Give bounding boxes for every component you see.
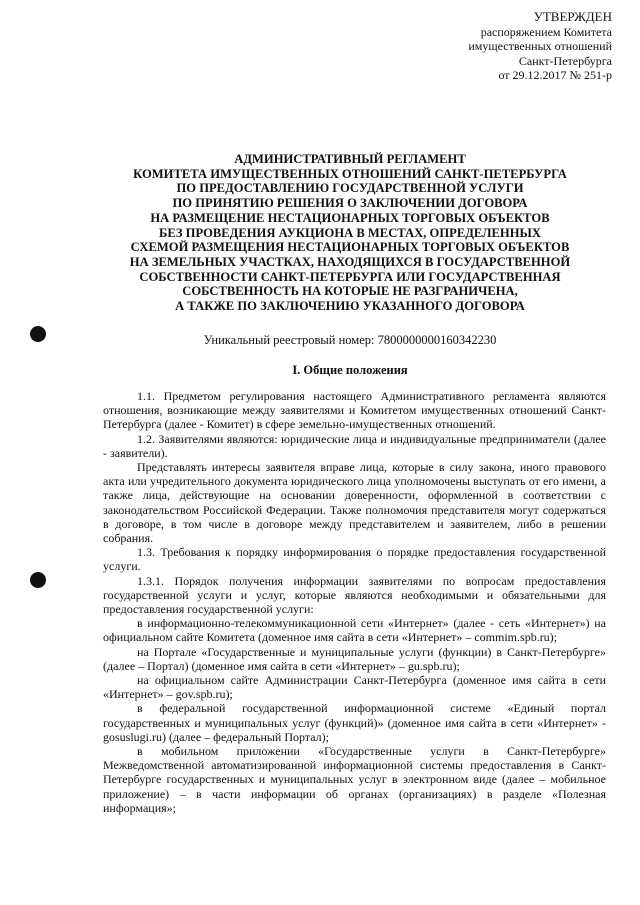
title-line: БЕЗ ПРОВЕДЕНИЯ АУКЦИОНА В МЕСТАХ, ОПРЕДЕЛЕННЫХ [159, 225, 541, 240]
approval-heading: УТВЕРЖДЕН [533, 9, 612, 24]
paragraph: 1.1. Предметом регулирования настоящего Административного регламента являются отношения, возникающие между заявителями и Комитетом имущественных отношений Санкт-Петербурга (далее - Комитет) в сфере земельно-имущественных отношений. [103, 389, 606, 432]
approval-line-4: Санкт-Петербурга [518, 53, 612, 68]
paragraph: 1.2. Заявителями являются: юридические лица и индивидуальные предприниматели (далее - заявители). [103, 431, 606, 460]
paragraph: 1.3. Требования к порядку информирования о порядке предоставления государственной услуги. [103, 545, 606, 574]
approval-line-3: имущественных отношений [468, 39, 612, 53]
paragraph: в информационно-телекоммуникационной сети «Интернет» (далее - сеть «Интернет») на официальном сайте Комитета (доменное имя сайта в сети «Интернет» – commim.spb.ru); [103, 616, 606, 645]
document-title [70, 152, 630, 314]
punch-hole-lower [30, 572, 46, 588]
punch-hole-upper [30, 326, 46, 342]
approval-date: от 29.12.2017 № 251-р [498, 68, 612, 82]
title-line: ПО ПРИНЯТИЮ РЕШЕНИЯ О ЗАКЛЮЧЕНИИ ДОГОВОРА [172, 196, 528, 211]
paragraph: на Портале «Государственные и муниципальные услуги (функции) в Санкт-Петербурге» (далее – Портал) (доменное имя сайта в сети «Интернет» – gu.spb.ru); [103, 644, 606, 673]
paragraph: в федеральной государственной информационной системе «Единый портал государственных и муниципальных услуг (функций)» (доменное имя сайта в сети «Интернет» - gosuslugi.ru) (далее – федеральный Портал); [103, 701, 606, 744]
title-line: А ТАКЖЕ ПО ЗАКЛЮЧЕНИЮ УКАЗАННОГО ДОГОВОРА [175, 299, 525, 314]
approval-line-2: распоряжением Комитета [480, 24, 612, 39]
title-line: СОБСТВЕННОСТИ САНКТ-ПЕТЕРБУРГА ИЛИ ГОСУДАРСТВЕННАЯ [139, 269, 561, 284]
title-line: КОМИТЕТА ИМУЩЕСТВЕННЫХ ОТНОШЕНИЙ САНКТ-ПЕТЕРБУРГА [133, 166, 567, 181]
paragraph: Представлять интересы заявителя вправе лица, которые в силу закона, иного правового акта или учредительного документа юридического лица уполномочены выступать от его имени, а также лица, действующие на основании доверенности, оформленной в соответствии с законодательством Российской Федерации. Также полномочия представителя могут содержаться в договоре, в том числе в договоре между представителем и заявителем, либо в решении собрания. [103, 460, 606, 546]
paragraph: на официальном сайте Администрации Санкт-Петербурга (доменное имя сайта в сети «Интернет» – gov.spb.ru); [103, 673, 606, 702]
title-line: НА ЗЕМЕЛЬНЫХ УЧАСТКАХ, НАХОДЯЩИХСЯ В ГОСУДАРСТВЕННОЙ [129, 254, 571, 269]
document-body [103, 389, 606, 815]
paragraph: в мобильном приложении «Государственные услуги в Санкт-Петербурге» Межведомственной автоматизированной информационной системы предоставления в Санкт-Петербурге государственных и муниципальных услуг в электронном виде (далее – мобильное приложение) – в части информации об органах (организациях) в разделе «Полезная информация»; [103, 744, 606, 815]
title-line: АДМИНИСТРАТИВНЫЙ РЕГЛАМЕНТ [234, 152, 466, 166]
paragraph: 1.3.1. Порядок получения информации заявителями по вопросам предоставления государственной услуги и услуг, которые являются необходимыми и обязательными для предоставления государственной услуги: [103, 573, 606, 617]
title-line: СХЕМОЙ РАЗМЕЩЕНИЯ НЕСТАЦИОНАРНЫХ ТОРГОВЫХ ОБЪЕКТОВ [130, 240, 570, 255]
title-line: ПО ПРЕДОСТАВЛЕНИЮ ГОСУДАРСТВЕННОЙ УСЛУГИ [176, 181, 524, 196]
title-line: НА РАЗМЕЩЕНИЕ НЕСТАЦИОНАРНЫХ ТОРГОВЫХ ОБЪЕКТОВ [150, 210, 550, 225]
section-heading: I. Общие положения [292, 363, 408, 377]
title-line: СОБСТВЕННОСТЬ НА КОТОРЫЕ НЕ РАЗГРАНИЧЕНА, [182, 284, 518, 299]
registry-number: Уникальный реестровый номер: 7800000000160342230 [203, 333, 497, 347]
approval-stamp [468, 10, 612, 83]
